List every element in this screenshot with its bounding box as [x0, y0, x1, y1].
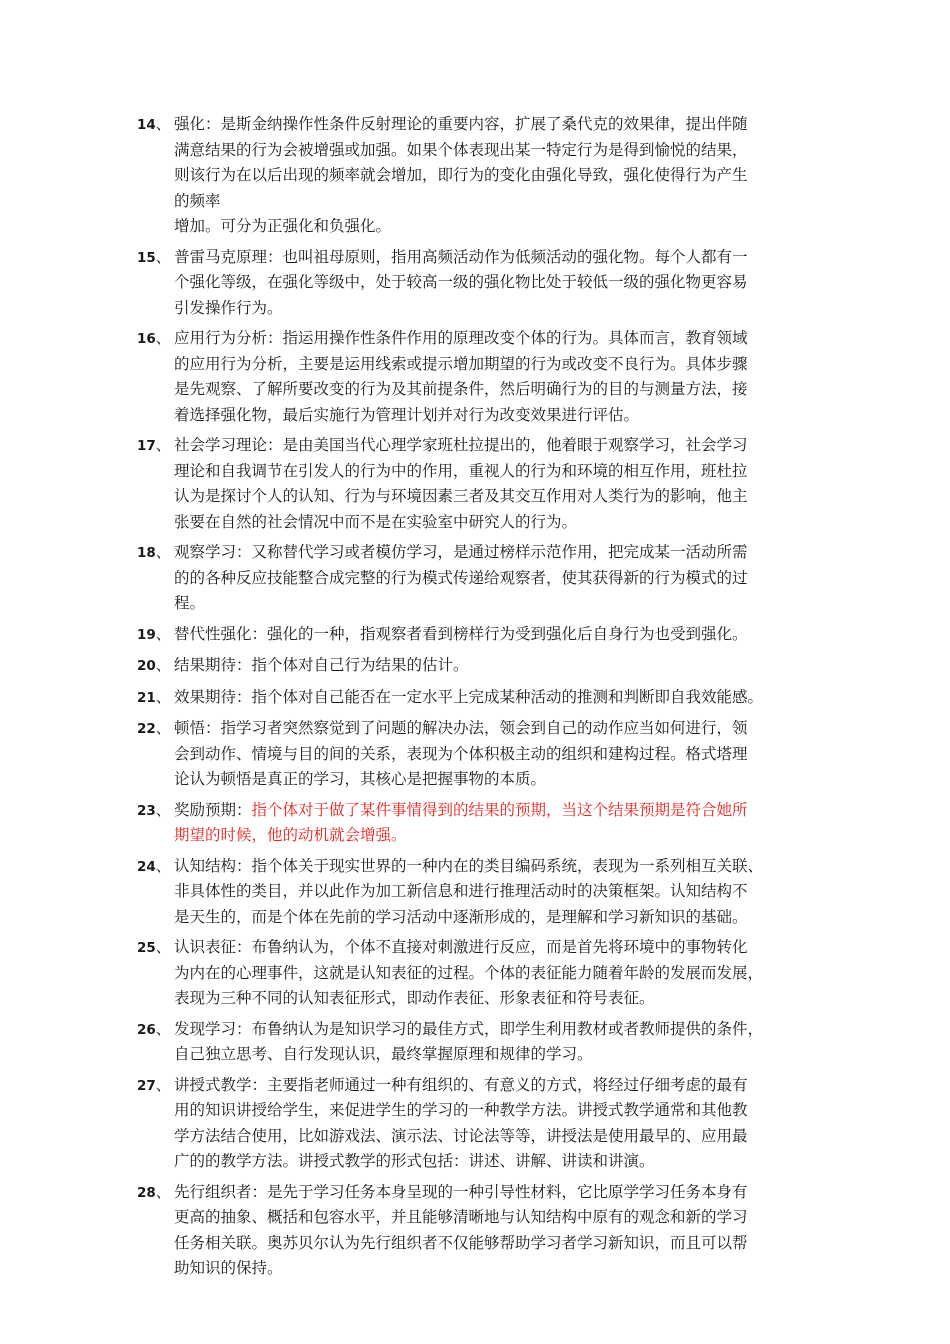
- item-definition: [174, 854, 817, 931]
- definition-line: 程。: [174, 594, 206, 612]
- definition-line: 任务相关联。奥苏贝尔认为先行组织者不仅能够帮助学习者学习新知识，而且可以帮: [174, 1233, 748, 1252]
- item-number-separator: 、: [155, 719, 171, 737]
- item-number-separator: 、: [155, 656, 171, 674]
- list-item: [137, 935, 817, 1012]
- definition-line: 论认为顿悟是真正的学习，其核心是把握事物的本质。: [174, 770, 547, 788]
- item-definition: [174, 798, 817, 849]
- list-item: [137, 540, 817, 617]
- definition-line: 满意结果的行为会被增强或加强。如果个体表现出某一特定行为是得到愉悦的结果，: [174, 140, 748, 159]
- item-number-separator: 、: [155, 800, 171, 819]
- item-number-separator: 、: [155, 329, 171, 347]
- list-item: [137, 622, 817, 649]
- definition-line: 会到动作、情境与目的间的关系，表现为个体积极主动的组织和建构过程。格式塔理: [174, 744, 748, 763]
- item-definition: [174, 716, 817, 793]
- item-definition: [174, 685, 817, 711]
- definition-line: [174, 798, 817, 824]
- definition-line: 是天生的，而是个体在先前的学习活动中逐渐形成的，是理解和学习新知识的基础。: [174, 907, 748, 926]
- item-number-text: 28: [137, 1184, 156, 1201]
- definition-line: 应用行为分析：指运用操作性条件作用的原理改变个体的行为。具体而言，教育领域: [174, 329, 748, 347]
- list-item: [137, 653, 817, 680]
- definition-line: 认识表征：布鲁纳认为，个体不直接对刺激进行反应，而是首先将环境中的事物转化: [174, 938, 748, 956]
- item-number-separator: 、: [155, 856, 171, 875]
- definition-line: 先行组织者：是先于学习任务本身呈现的一种引导性材料，它比原学学习任务本身有: [174, 1182, 748, 1201]
- item-definition: [174, 1073, 817, 1175]
- definition-line: 社会学习理论：是由美国当代心理学家班杜拉提出的，他着眼于观察学习，社会学习: [174, 436, 748, 454]
- highlighted-definition-text: 期望的时候，他的动机就会增强。: [174, 826, 407, 844]
- list-item: [137, 854, 817, 931]
- item-definition: [174, 1017, 817, 1068]
- item-number: [137, 935, 174, 962]
- item-number-separator: 、: [155, 687, 171, 706]
- definition-line: 着选择强化物，最后实施行为管理计划并对行为改变效果进行评估。: [174, 405, 640, 424]
- definition-line: 广的的教学方法。讲授式教学的形式包括：讲述、讲解、讲读和讲演。: [174, 1152, 655, 1170]
- item-number-separator: 、: [155, 115, 171, 133]
- definition-line: 助知识的保持。: [174, 1259, 283, 1277]
- item-number: [137, 326, 174, 353]
- definition-line: 顿悟：指学习者突然察觉到了问题的解决办法，领会到自己的动作应当如何进行，领: [174, 719, 748, 737]
- item-number: [137, 245, 174, 272]
- item-number-separator: 、: [155, 436, 171, 454]
- item-number-text: 16: [137, 331, 156, 347]
- item-number-separator: 、: [155, 247, 171, 266]
- item-number: [137, 540, 174, 567]
- item-number-separator: 、: [155, 1019, 171, 1038]
- definition-line: 理论和自我调节在引发人的行为中的作用，重视人的行为和环境的相互作用，班杜拉: [174, 461, 748, 480]
- definition-line: 学方法结合使用，比如游戏法、演示法、讨论法等等，讲授法是使用最早的、应用最: [174, 1126, 748, 1145]
- definition-line: 效果期待：指个体对自己能否在一定水平上完成某种活动的推测和判断即自我效能感。: [174, 687, 764, 706]
- list-item: [137, 798, 817, 849]
- definition-line: 的的各种反应技能整合成完整的行为模式传递给观察者，使其获得新的行为模式的过: [174, 568, 748, 587]
- item-number-text: 21: [137, 689, 156, 706]
- item-definition: [174, 935, 817, 1012]
- definition-line: 认为是探讨个人的认知、行为与环境因素三者及其交互作用对人类行为的影响，他主: [174, 487, 748, 505]
- definition-line: 为内在的心理事件，这就是认知表征的过程。个体的表征能力随着年龄的发展而发展，: [174, 963, 764, 982]
- definition-line: 表现为三种不同的认知表征形式，即动作表征、形象表征和符号表征。: [174, 989, 655, 1007]
- item-number-separator: 、: [155, 624, 171, 643]
- definition-line: 普雷马克原理：也叫祖母原则，指用高频活动作为低频活动的强化物。每个人都有一: [174, 247, 748, 266]
- list-item: [137, 326, 817, 428]
- item-number-text: 25: [137, 940, 156, 956]
- item-definition: [174, 112, 817, 240]
- item-definition: [174, 622, 817, 648]
- list-item: [137, 112, 817, 240]
- item-number-text: 23: [137, 802, 156, 819]
- item-number-separator: 、: [155, 938, 171, 956]
- definition-line: 非具体性的类目，并以此作为加工新信息和进行推理活动时的决策框架。认知结构不: [174, 882, 748, 900]
- item-definition: [174, 433, 817, 535]
- definition-line: 强化：是斯金纳操作性条件反射理论的重要内容，扩展了桑代克的效果律，提出伴随: [174, 115, 748, 133]
- list-item: [137, 685, 817, 712]
- item-number-separator: 、: [155, 543, 171, 561]
- item-number: [137, 1180, 174, 1207]
- highlighted-definition-text: 指个体对于做了某件事情得到的结果的预期，当这个结果预期是符合她所: [251, 800, 748, 819]
- item-number-separator: 、: [155, 1075, 171, 1094]
- list-item: [137, 716, 817, 793]
- item-number: [137, 433, 174, 460]
- definition-line: 自己独立思考、自行发现认识，最终掌握原理和规律的学习。: [174, 1045, 593, 1063]
- item-definition: [174, 653, 817, 679]
- item-number-text: 20: [137, 658, 156, 674]
- list-item: [137, 1017, 817, 1068]
- item-number: [137, 1017, 174, 1044]
- item-number-text: 22: [137, 721, 156, 737]
- item-number-text: 18: [137, 545, 156, 561]
- list-item: [137, 1073, 817, 1175]
- definition-line: 张要在自然的社会情况中而不是在实验室中研究人的行为。: [174, 512, 578, 531]
- definition-line: 结果期待：指个体对自己行为结果的估计。: [174, 656, 469, 674]
- item-definition: [174, 1180, 817, 1282]
- item-number: [137, 112, 174, 139]
- item-number-text: 24: [137, 858, 156, 875]
- definition-line: 个强化等级，在强化等级中，处于较高一级的强化物比处于较低一级的强化物更容易: [174, 273, 748, 291]
- definition-list: [137, 112, 817, 1287]
- item-number-text: 17: [137, 438, 156, 454]
- item-definition: [174, 540, 817, 617]
- item-number: [137, 653, 174, 680]
- definition-line: 增加。可分为正强化和负强化。: [174, 217, 392, 235]
- item-number: [137, 1073, 174, 1100]
- definition-line: 的频率: [174, 191, 221, 210]
- term-label: 奖励预期：: [174, 800, 252, 819]
- list-item: [137, 433, 817, 535]
- item-definition: [174, 245, 817, 322]
- definition-line: 用的知识讲授给学生，来促进学生的学习的一种教学方法。讲授式教学通常和其他教: [174, 1101, 748, 1119]
- definition-line: 观察学习：又称替代学习或者模仿学习，是通过榜样示范作用，把完成某一活动所需: [174, 543, 748, 561]
- item-number: [137, 685, 174, 712]
- item-number-text: 19: [137, 626, 156, 643]
- item-definition: [174, 326, 817, 428]
- item-number-text: 15: [137, 249, 156, 266]
- definition-line: 发现学习：布鲁纳认为是知识学习的最佳方式，即学生利用教材或者教师提供的条件，: [174, 1019, 764, 1038]
- definition-line: 引发操作行为。: [174, 298, 283, 317]
- item-number: [137, 622, 174, 649]
- definition-line: 则该行为在以后出现的频率就会增加，即行为的变化由强化导致，强化使得行为产生: [174, 166, 748, 184]
- list-item: [137, 245, 817, 322]
- definition-line: 更高的抽象、概括和包容水平，并且能够清晰地与认知结构中原有的观念和新的学习: [174, 1208, 748, 1226]
- definition-line: 认知结构：指个体关于现实世界的一种内在的类目编码系统，表现为一系列相互关联、: [174, 856, 764, 875]
- item-number: [137, 798, 174, 825]
- item-number: [137, 716, 174, 743]
- item-number: [137, 854, 174, 881]
- item-number-separator: 、: [155, 1182, 171, 1201]
- item-number-text: 27: [137, 1077, 156, 1094]
- item-number-text: 14: [137, 117, 156, 133]
- list-item: [137, 1180, 817, 1282]
- definition-line: 讲授式教学：主要指老师通过一种有组织的、有意义的方式，将经过仔细考虑的最有: [174, 1075, 748, 1094]
- definition-line: 的应用行为分析，主要是运用线索或提示增加期望的行为或改变不良行为。具体步骤: [174, 354, 748, 373]
- definition-line: 是先观察、了解所要改变的行为及其前提条件，然后明确行为的目的与测量方法，接: [174, 380, 748, 398]
- item-number-text: 26: [137, 1021, 156, 1038]
- definition-line: 替代性强化：强化的一种，指观察者看到榜样行为受到强化后自身行为也受到强化。: [174, 624, 748, 643]
